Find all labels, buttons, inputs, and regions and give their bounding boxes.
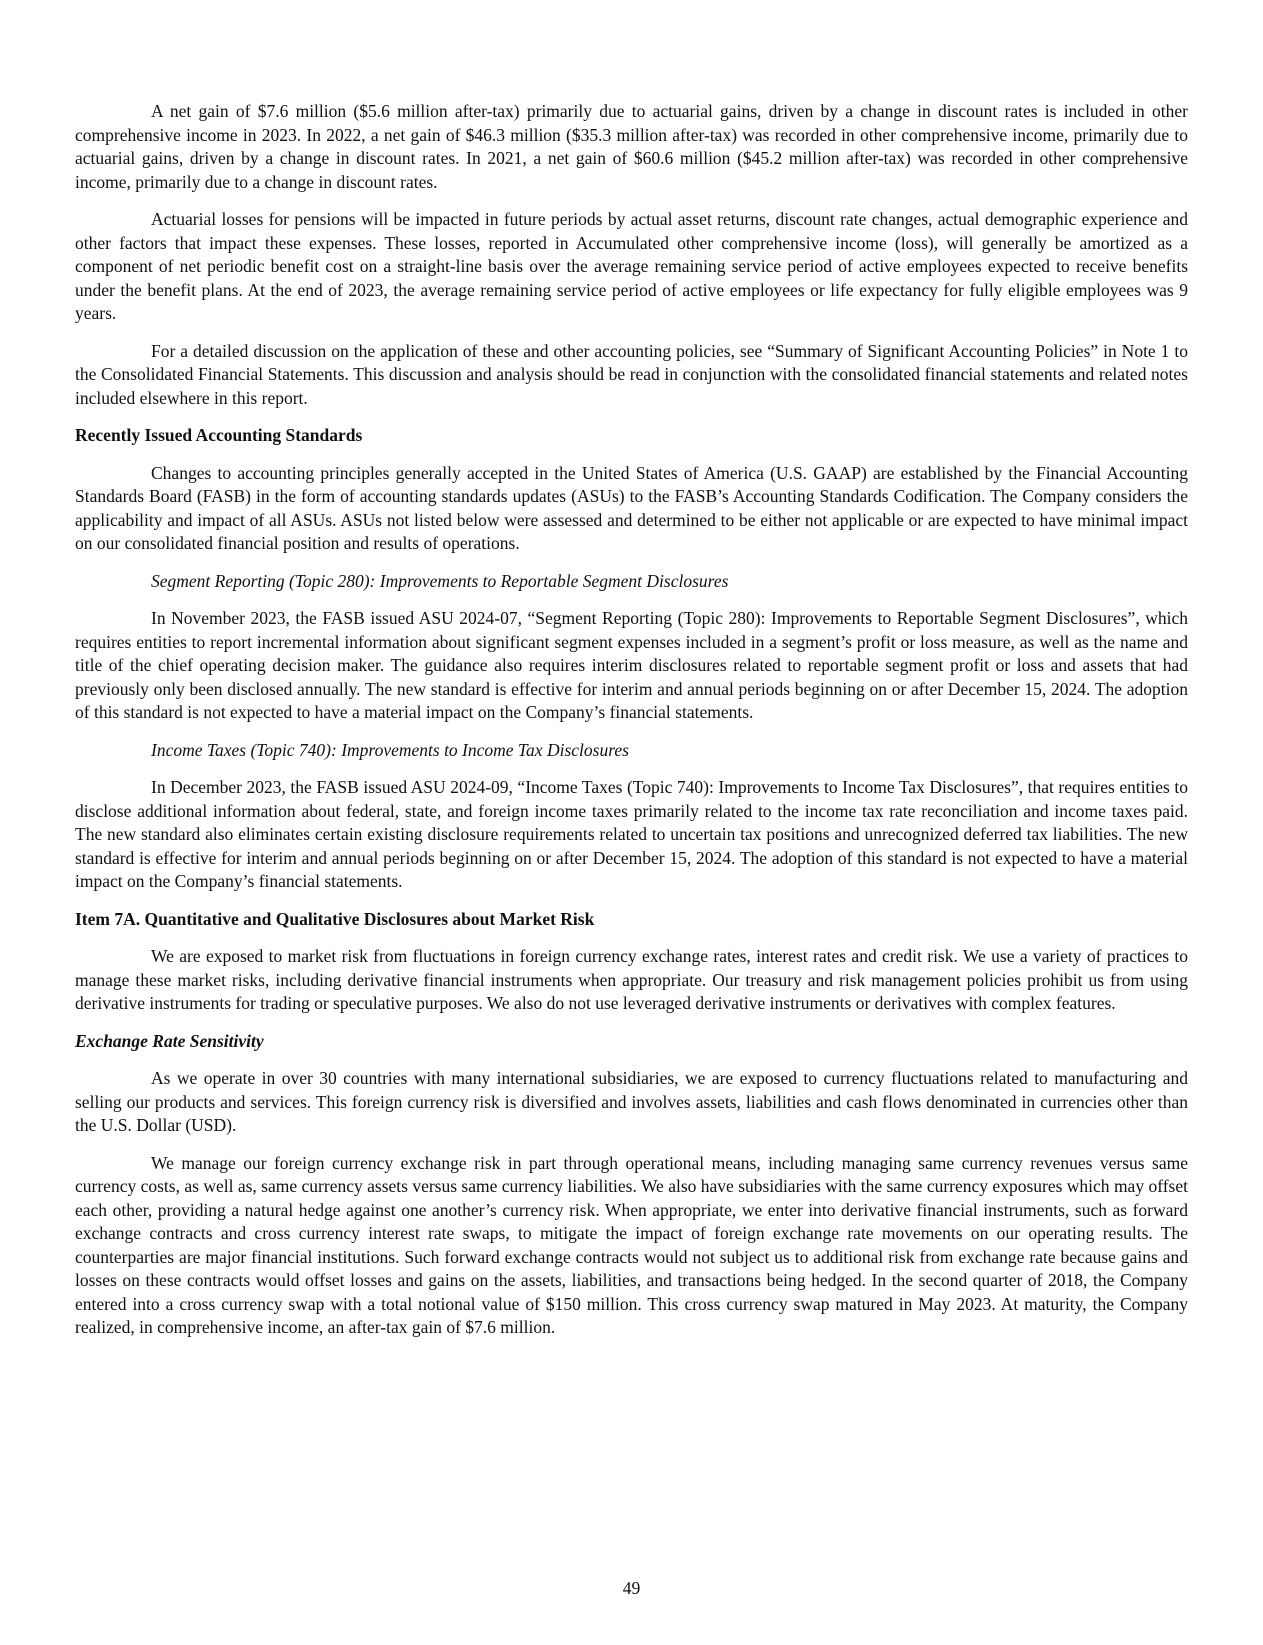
paragraph-income-taxes: In December 2023, the FASB issued ASU 2024-09, “Income Taxes (Topic 740): Improvements to Income Tax Disclosures”, that requires entities to disclose additional information about federal, state, and foreign income taxes primarily related to the income tax rate reconciliation and income taxes paid. The new standard also eliminates certain existing disclosure requirements related to uncertain tax positions and unrecognized deferred tax liabilities. The new standard is effective for interim and annual periods beginning on or after December 15, 2024. The adoption of this standard is not expected to have a material impact on the Company’s financial statements. bbox=[75, 777, 1188, 891]
subheading-segment-reporting: Segment Reporting (Topic 280): Improvements to Reportable Segment Disclosures bbox=[151, 570, 729, 591]
paragraph-accounting-policies: For a detailed discussion on the application of these and other accounting policies, see “Summary of Significant Accounting Policies” in Note 1 to the Consolidated Financial Statements. This discussion and analysis should be read in conjunction with the consolidated financial statements and related notes included elsewhere in this report. bbox=[75, 340, 1188, 408]
heading-item-7a: Item 7A. Quantitative and Qualitative Disclosures about Market Risk bbox=[75, 908, 595, 929]
paragraph-net-gain: A net gain of $7.6 million ($5.6 million after-tax) primarily due to actuarial gains, driven by a change in discount rates is included in other comprehensive income in 2023. In 2022, a net gain of $46.3 million ($35.3 million after-tax) was recorded in other comprehensive income, primarily due to actuarial gains, driven by a change in discount rates. In 2021, a net gain of $60.6 million ($45.2 million after-tax) was recorded in other comprehensive income, primarily due to a change in discount rates. bbox=[75, 101, 1188, 192]
heading-exchange-rate-sensitivity: Exchange Rate Sensitivity bbox=[75, 1030, 264, 1051]
paragraph-segment-reporting: In November 2023, the FASB issued ASU 2024-07, “Segment Reporting (Topic 280): Improvements to Reportable Segment Disclosures”, which requires entities to report incremental information about significant segment expenses included in a segment’s profit or loss measure, as well as the name and title of the chief operating decision maker. The guidance also requires interim disclosures related to reportable segment profit or loss and assets that had previously only been disclosed annually. The new standard is effective for interim and annual periods beginning on or after December 15, 2024. The adoption of this standard is not expected to have a material impact on the Company’s financial statements. bbox=[75, 608, 1188, 722]
paragraph-market-risk: We are exposed to market risk from fluctuations in foreign currency exchange rates, interest rates and credit risk. We use a variety of practices to manage these market risks, including derivative financial instruments when appropriate. Our treasury and risk management policies prohibit us from using derivative instruments for trading or speculative purposes. We also do not use leveraged derivative instruments or derivatives with complex features. bbox=[75, 946, 1188, 1013]
paragraph-currency-risk-management: We manage our foreign currency exchange risk in part through operational means, including managing same currency revenues versus same currency costs, as well as, same currency assets versus same currency liabilities. We also have subsidiaries with the same currency exposures which may offset each other, providing a natural hedge against one another’s currency risk. When appropriate, we enter into derivative financial instruments, such as forward exchange contracts and cross currency interest rate swaps, to mitigate the impact of foreign exchange rate movements on our operating results. The counterparties are major financial institutions. Such forward exchange contracts would not subject us to additional risk from exchange rate because gains and losses on these contracts would offset losses and gains on the assets, liabilities, and transactions being hedged. In the second quarter of 2018, the Company entered into a cross currency swap with a total notional value of $150 million. This cross currency swap matured in May 2023. At maturity, the Company realized, in comprehensive income, an after-tax gain of $7.6 million. bbox=[75, 1152, 1188, 1337]
paragraph-gaap-changes: Changes to accounting principles generally accepted in the United States of America (U.S. GAAP) are established by the Financial Accounting Standards Board (FASB) in the form of accounting standards updates (ASUs) to the FASB’s Accounting Standards Codification. The Company considers the applicability and impact of all ASUs. ASUs not listed below were assessed and determined to be either not applicable or are expected to have minimal impact on our consolidated financial position and results of operations. bbox=[75, 462, 1188, 553]
subheading-income-taxes: Income Taxes (Topic 740): Improvements to Income Tax Disclosures bbox=[151, 739, 629, 760]
paragraph-currency-fluctuations: As we operate in over 30 countries with many international subsidiaries, we are exposed to currency fluctuations related to manufacturing and selling our products and services. This foreign currency risk is diversified and involves assets, liabilities and cash flows denominated in currencies other than the U.S. Dollar (USD). bbox=[75, 1068, 1188, 1135]
heading-recently-issued-standards: Recently Issued Accounting Standards bbox=[75, 425, 363, 445]
page-number: 49 bbox=[622, 1578, 641, 1598]
paragraph-actuarial-losses: Actuarial losses for pensions will be impacted in future periods by actual asset returns, discount rate changes, actual demographic experience and other factors that impact these expenses. These losses, reported in Accumulated other comprehensive income (loss), will generally be amortized as a component of net periodic benefit cost on a straight-line basis over the average remaining service period of active employees expected to receive benefits under the benefit plans. At the end of 2023, the average remaining service period of active employees or life expectancy for fully eligible employees was 9 years. bbox=[75, 209, 1188, 323]
document-body bbox=[75, 100, 1188, 1354]
